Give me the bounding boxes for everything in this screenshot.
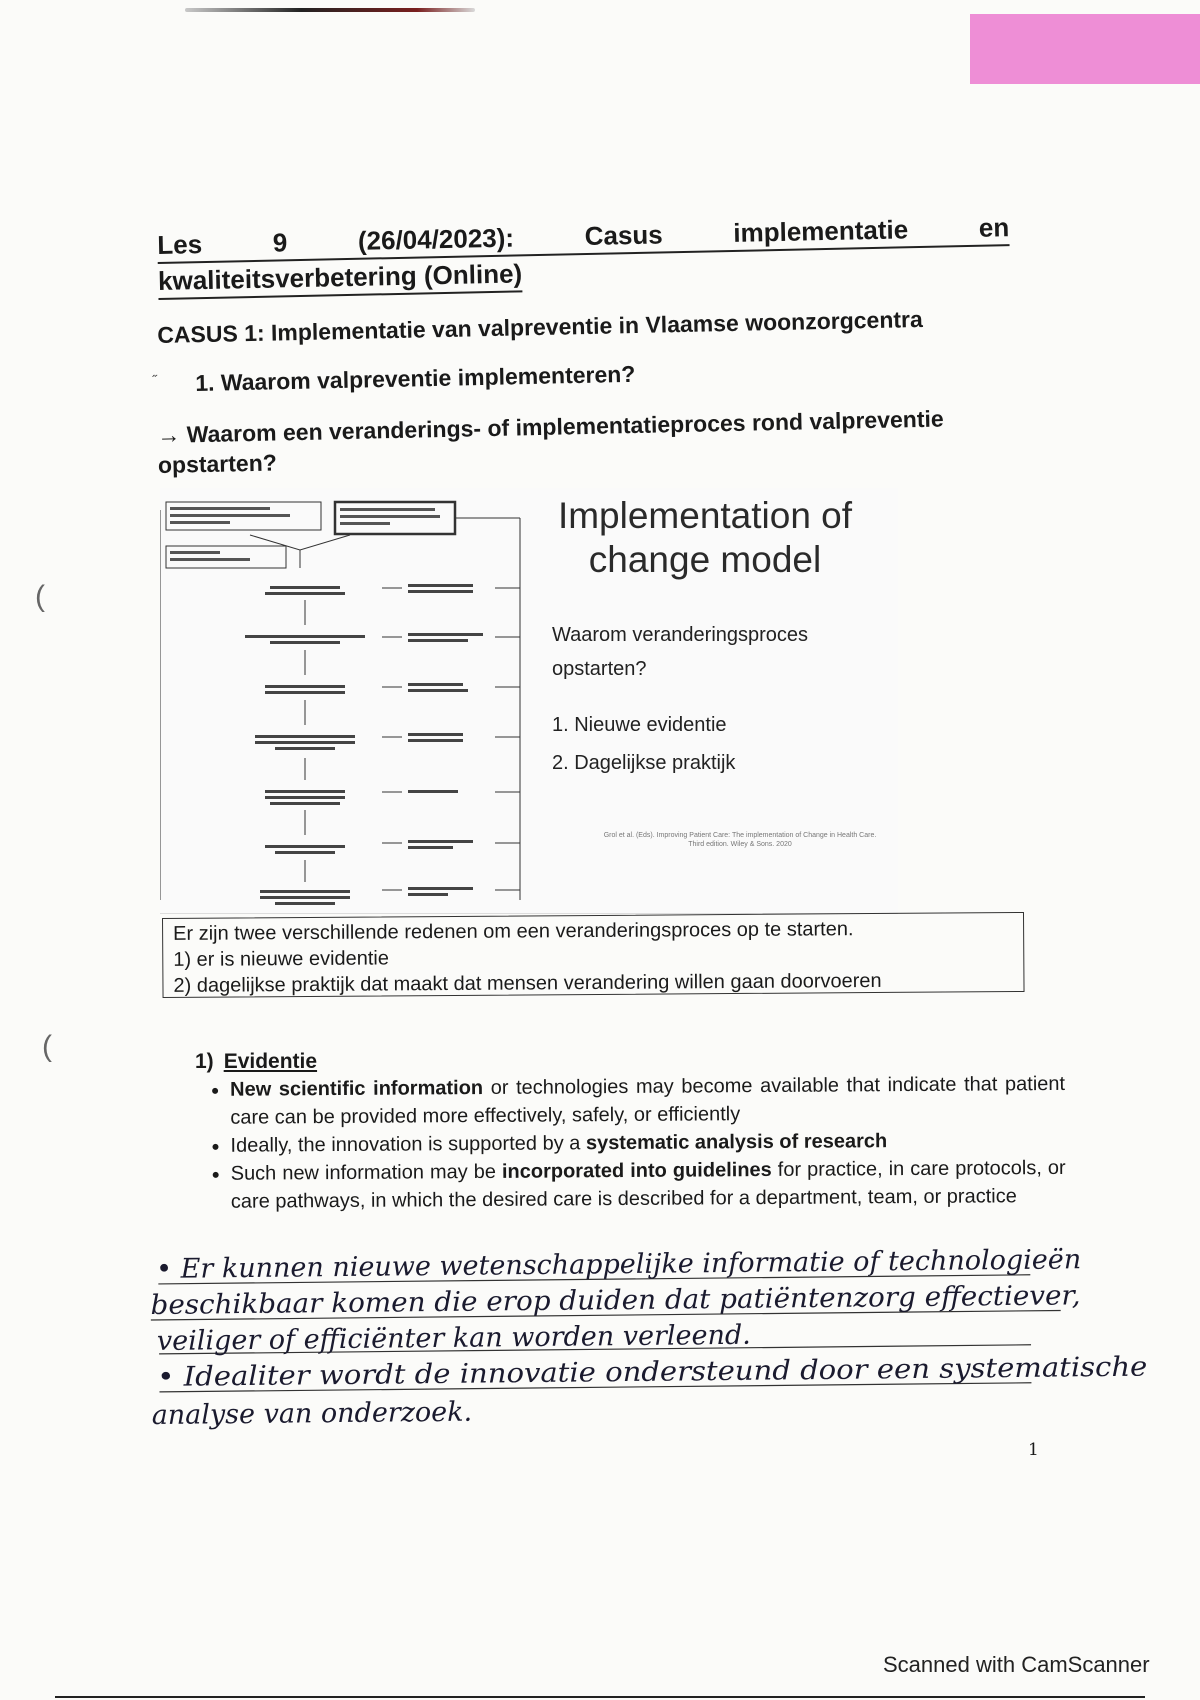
handwritten-notes-svg — [150, 1240, 1152, 1450]
scanner-watermark: Scanned with CamScanner — [883, 1652, 1150, 1677]
title-word: Casus — [584, 219, 664, 252]
evidentie-bullets — [195, 1070, 1066, 1216]
evidentie-heading — [195, 1050, 317, 1074]
title-word: implementatie — [733, 214, 909, 248]
note-line: Er zijn twee verschillende redenen om een veranderingsproces op te starten. — [173, 918, 854, 945]
slide-list-item: 2. Dagelijkse praktijk — [552, 752, 736, 774]
stray-mark: ˝ — [152, 372, 157, 388]
top-edge-mark — [185, 8, 475, 12]
title-word: Les — [157, 229, 203, 260]
note-line: 2) dagelijkse praktijk dat maakt dat mensen verandering willen gaan doorvoeren — [173, 969, 882, 997]
list-item: • Such new information may be incorporated into guidelines for practice, in care protocols, or care pathways, in which the desired care is described for a department, team, or practice — [231, 1154, 1066, 1216]
title-word: 9 — [272, 227, 288, 258]
title-word: en — [978, 212, 1010, 243]
handwritten-line: • Idealiter wordt de innovatie ondersteund door een systematische — [157, 1352, 1078, 1393]
boxed-note — [162, 912, 1025, 998]
page-number: 1 — [1028, 1440, 1039, 1460]
list-item: • New scientific information or technologies may become available that indicate that patient care can be provided more effectively, safely, or efficiently — [230, 1070, 1065, 1132]
question-1-sub: → Waarom een veranderings- of implementatieproces rond valpreventie opstarten? — [157, 405, 944, 478]
title-line-2: kwaliteitsverbetering (Online) — [158, 256, 523, 300]
handwritten-line: analyse van onderzoek. — [151, 1396, 473, 1431]
slide-title — [550, 494, 860, 582]
slide-subtitle: Waarom veranderingsproces opstarten? — [552, 624, 809, 680]
handwritten-line: beschikbaar komen die erop duiden dat patiëntenzorg effectiever, — [150, 1280, 1055, 1321]
section-title: Evidentie — [223, 1050, 318, 1073]
lesson-title — [157, 210, 1010, 300]
slide-list-item: 1. Nieuwe evidentie — [552, 714, 727, 736]
slide-image — [160, 488, 898, 914]
bottom-edge-line — [55, 1696, 1145, 1698]
handwritten-line: veiliger of efficiënter kan worden verleend. — [156, 1319, 751, 1357]
handwritten-line: • Er kunnen nieuwe wetenschappelijke informatie of technologieën — [156, 1244, 1082, 1285]
pink-sticky-tab — [970, 14, 1200, 84]
margin-mark: ( — [35, 580, 45, 613]
list-item: • Ideally, the innovation is supported by a systematic analysis of research — [230, 1126, 1065, 1160]
question-1: 1. Waarom valpreventie implementeren? — [195, 360, 636, 396]
margin-mark: ( — [42, 1030, 52, 1063]
slide-citation: Grol et al. (Eds). Improving Patient Care: The implementation of Change in Health Care. Third edition. Wiley & Sons. 2020 — [603, 832, 877, 848]
change-model-diagram — [160, 500, 540, 910]
note-line: 1) er is nieuwe evidentie — [173, 947, 390, 971]
title-word: (26/04/2023): — [357, 222, 515, 256]
slide-title-line-1: Implementation of — [557, 495, 853, 536]
slide-title-line-2: change model — [588, 539, 822, 580]
handwritten-notes — [150, 1240, 1152, 1450]
slide-list — [552, 706, 735, 782]
section-number: 1) — [195, 1050, 214, 1073]
casus-heading: CASUS 1: Implementatie van valpreventie in Vlaamse woonzorgcentra — [157, 305, 924, 348]
